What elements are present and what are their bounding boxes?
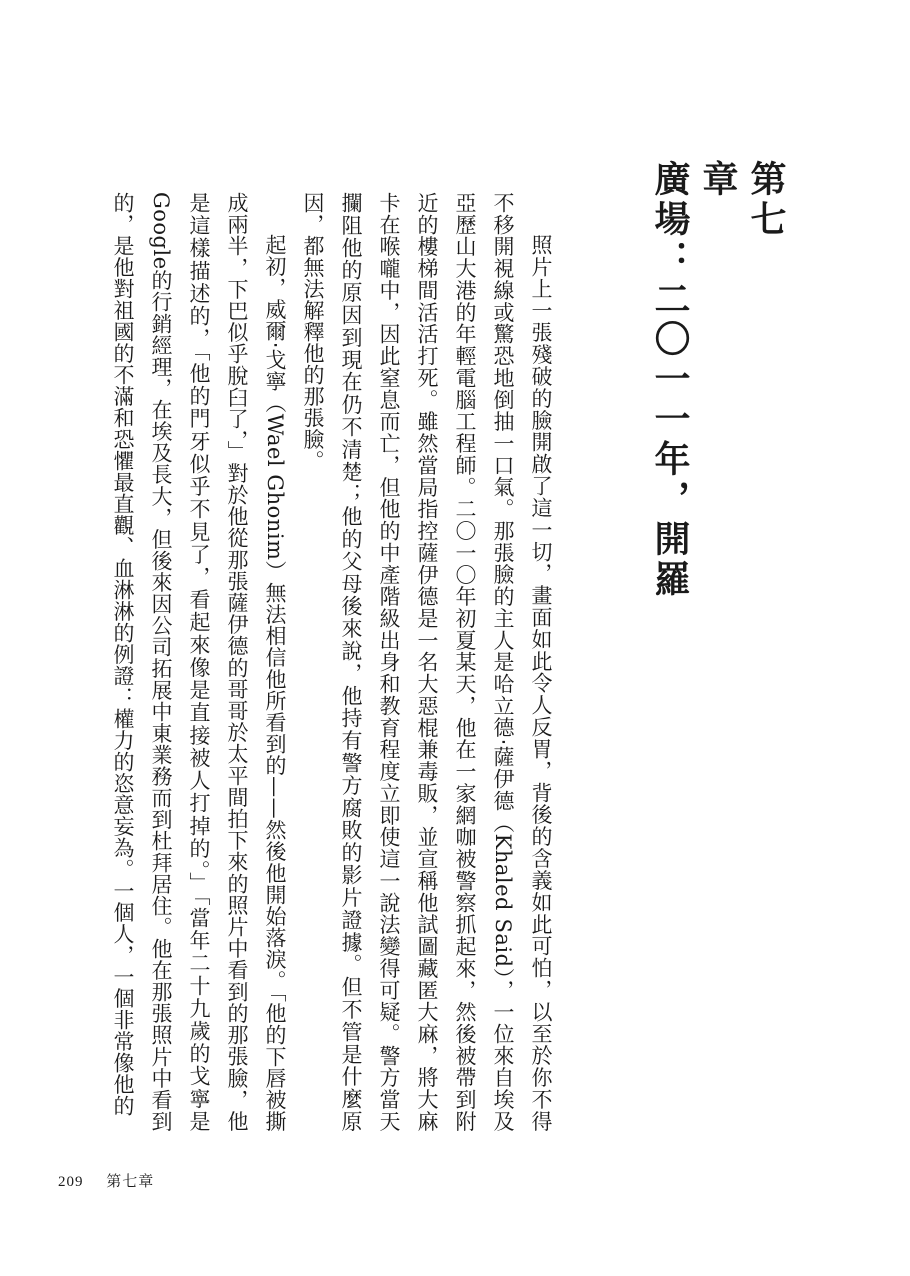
chapter-number: 第七章 <box>697 160 787 240</box>
page-footer <box>58 1170 172 1191</box>
body-text <box>104 192 560 1132</box>
chapter-title: 廣場：二〇一一年，開羅 <box>649 160 691 600</box>
paragraph: 照片上一張殘破的臉開啟了這一切，畫面如此令人反胃，背後的含義如此可怕，以至於你不得不移開視線或驚恐地倒抽一口氣。那張臉的主人是哈立德‧薩伊德（Khaled Said），一位來自埃及亞歷山大港的年輕電腦工程師。二〇一〇年初夏某天，他在一家網咖被警察抓起來，然後被帶到附近的樓梯間活活打死。雖然當局指控薩伊德是一名大惡棍兼毒販，並宣稱他試圖藏匿大麻，將大麻卡在喉嚨中，因此窒息而亡，但他的中產階級出身和教育程度立即使這一說法變得可疑。警方當天攔阻他的原因到現在仍不清楚；他的父母後來說，他持有警方腐敗的影片證據。但不管是什麼原因，都無法解釋他的那張臉。 <box>301 192 553 1132</box>
running-head: 第七章 <box>106 1174 155 1190</box>
page-number: 209 <box>58 1174 84 1190</box>
paragraph: 起初，威爾‧戈寧（Wael Ghonim）無法相信他所看到的——然後他開始落淚。「他的下唇被撕成兩半，下巴似乎脫臼了，」對於他從那張薩伊德的哥哥於太平間拍下來的照片中看到的那張臉，他是這樣描述的，「他的門牙似乎不見了，看起來像是直接被人打掉的。」「當年二十九歲的戈寧是Google的行銷經理，在埃及長大，但後來因公司拓展中東業務而到杜拜居住。他在那張照片中看到的，是他對祖國的不滿和恐懼最直觀、血淋淋的例證：權力的恣意妄為。一個人，一個非常像他的 <box>111 192 287 1132</box>
chapter-heading <box>646 160 790 600</box>
